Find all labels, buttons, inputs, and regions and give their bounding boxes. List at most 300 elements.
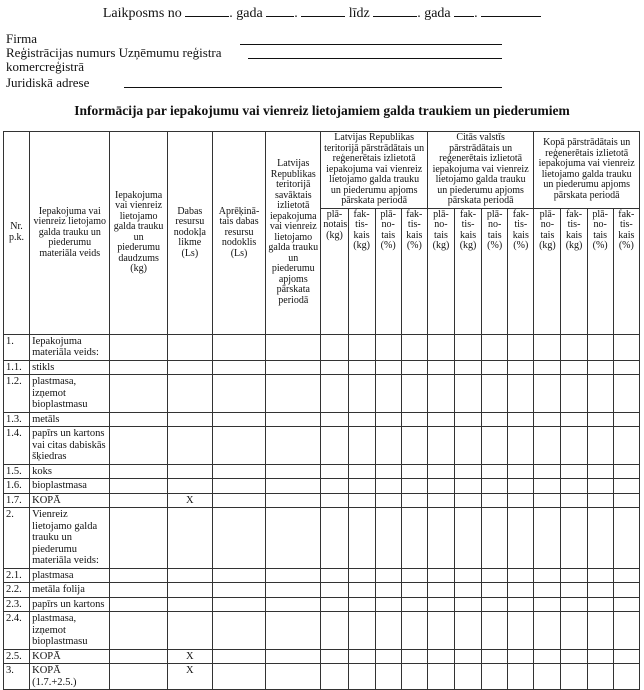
- row-data-cell[interactable]: [375, 334, 401, 360]
- row-tax-rate-cell[interactable]: [167, 334, 212, 360]
- row-data-cell[interactable]: [561, 412, 587, 427]
- row-data-cell[interactable]: [482, 649, 508, 664]
- row-data-cell[interactable]: [455, 508, 482, 569]
- row-data-cell[interactable]: [348, 360, 375, 375]
- row-data-cell[interactable]: [401, 508, 427, 569]
- row-data-cell[interactable]: [587, 568, 613, 583]
- row-data-cell[interactable]: [321, 612, 348, 650]
- row-data-cell[interactable]: [455, 464, 482, 479]
- address-field[interactable]: [124, 87, 502, 88]
- row-data-cell[interactable]: [455, 568, 482, 583]
- row-data-cell[interactable]: [266, 612, 321, 650]
- row-data-cell[interactable]: [110, 375, 167, 413]
- row-data-cell[interactable]: [427, 464, 454, 479]
- row-data-cell[interactable]: [321, 508, 348, 569]
- row-tax-rate-cell[interactable]: [167, 427, 212, 465]
- row-data-cell[interactable]: [482, 375, 508, 413]
- row-data-cell[interactable]: [534, 649, 561, 664]
- row-data-cell[interactable]: [321, 649, 348, 664]
- row-data-cell[interactable]: [401, 568, 427, 583]
- row-data-cell[interactable]: [561, 375, 587, 413]
- row-data-cell[interactable]: [508, 464, 534, 479]
- row-data-cell[interactable]: [321, 360, 348, 375]
- header-tax-calculated: Aprēķinā-tais dabas resursu nodoklis (Ls): [212, 132, 265, 335]
- row-data-cell[interactable]: [613, 568, 639, 583]
- period-from-month-field[interactable]: [266, 4, 294, 17]
- row-data-cell[interactable]: [455, 664, 482, 690]
- row-data-cell[interactable]: [266, 360, 321, 375]
- row-data-cell[interactable]: [212, 493, 265, 508]
- row-data-cell[interactable]: [427, 412, 454, 427]
- row-data-cell[interactable]: [613, 334, 639, 360]
- row-data-cell[interactable]: [613, 464, 639, 479]
- row-data-cell[interactable]: [110, 412, 167, 427]
- row-data-cell[interactable]: [561, 568, 587, 583]
- row-data-cell[interactable]: [427, 649, 454, 664]
- row-material-type: KOPĀ: [30, 649, 110, 664]
- row-data-cell[interactable]: [613, 479, 639, 494]
- row-data-cell[interactable]: [613, 597, 639, 612]
- row-data-cell[interactable]: [455, 493, 482, 508]
- row-data-cell[interactable]: [482, 597, 508, 612]
- row-data-cell[interactable]: [348, 612, 375, 650]
- period-from-day-field[interactable]: [301, 4, 345, 17]
- row-data-cell[interactable]: [348, 649, 375, 664]
- row-data-cell[interactable]: [455, 649, 482, 664]
- table-row: [4, 649, 640, 664]
- row-material-type: bioplastmasa: [30, 479, 110, 494]
- row-material-type: plastmasa, izņemot bioplastmasu: [30, 375, 110, 413]
- row-data-cell[interactable]: [110, 597, 167, 612]
- row-data-cell[interactable]: [587, 508, 613, 569]
- row-data-cell[interactable]: [508, 360, 534, 375]
- row-data-cell[interactable]: [401, 479, 427, 494]
- row-data-cell[interactable]: [561, 427, 587, 465]
- row-data-cell[interactable]: [110, 583, 167, 598]
- row-data-cell[interactable]: [561, 479, 587, 494]
- row-tax-rate-cell[interactable]: [167, 479, 212, 494]
- period-to-date-field[interactable]: [373, 4, 417, 17]
- period-from-date-field[interactable]: [185, 4, 229, 17]
- row-tax-rate-cell[interactable]: [167, 508, 212, 569]
- row-data-cell[interactable]: [401, 583, 427, 598]
- reg-number-field[interactable]: [248, 58, 502, 59]
- row-data-cell[interactable]: [375, 508, 401, 569]
- row-data-cell[interactable]: [375, 568, 401, 583]
- row-data-cell[interactable]: [587, 360, 613, 375]
- row-data-cell[interactable]: [266, 375, 321, 413]
- row-data-cell[interactable]: [348, 375, 375, 413]
- row-data-cell[interactable]: [110, 334, 167, 360]
- row-data-cell[interactable]: [587, 583, 613, 598]
- row-data-cell[interactable]: [613, 360, 639, 375]
- row-data-cell[interactable]: [561, 334, 587, 360]
- row-data-cell[interactable]: [266, 334, 321, 360]
- row-data-cell[interactable]: [375, 493, 401, 508]
- row-data-cell[interactable]: [561, 493, 587, 508]
- row-data-cell[interactable]: [482, 334, 508, 360]
- row-data-cell[interactable]: [348, 664, 375, 690]
- row-data-cell[interactable]: [534, 412, 561, 427]
- gada-label: gada: [236, 6, 263, 21]
- row-data-cell[interactable]: [321, 664, 348, 690]
- row-number: 2.2.: [4, 583, 30, 598]
- firma-field[interactable]: [240, 44, 502, 45]
- row-data-cell[interactable]: [613, 508, 639, 569]
- row-data-cell[interactable]: [534, 508, 561, 569]
- row-data-cell[interactable]: [348, 493, 375, 508]
- row-data-cell[interactable]: [482, 360, 508, 375]
- row-data-cell[interactable]: [375, 464, 401, 479]
- row-data-cell[interactable]: [375, 649, 401, 664]
- subheader-planned-pct: plā-no-tais (%): [482, 208, 508, 334]
- row-data-cell[interactable]: [348, 334, 375, 360]
- row-data-cell[interactable]: [613, 649, 639, 664]
- row-data-cell[interactable]: [587, 375, 613, 413]
- row-data-cell[interactable]: [508, 583, 534, 598]
- row-data-cell[interactable]: [266, 664, 321, 690]
- row-data-cell[interactable]: [508, 375, 534, 413]
- row-data-cell[interactable]: [508, 597, 534, 612]
- row-number: 1.7.: [4, 493, 30, 508]
- row-data-cell[interactable]: [401, 664, 427, 690]
- row-data-cell[interactable]: [321, 412, 348, 427]
- row-data-cell[interactable]: [348, 583, 375, 598]
- row-data-cell[interactable]: [561, 464, 587, 479]
- address-label: Juridiskā adrese: [6, 75, 90, 90]
- row-data-cell[interactable]: [212, 479, 265, 494]
- row-data-cell[interactable]: [375, 612, 401, 650]
- row-data-cell[interactable]: [110, 612, 167, 650]
- row-data-cell[interactable]: [375, 583, 401, 598]
- row-data-cell[interactable]: [321, 427, 348, 465]
- subheader-planned-kg: plā-no-tais (kg): [534, 208, 561, 334]
- row-data-cell[interactable]: [212, 597, 265, 612]
- row-data-cell[interactable]: [348, 412, 375, 427]
- row-data-cell[interactable]: [401, 412, 427, 427]
- row-data-cell[interactable]: [110, 508, 167, 569]
- row-data-cell[interactable]: [321, 568, 348, 583]
- row-data-cell[interactable]: [561, 360, 587, 375]
- row-number: 1.3.: [4, 412, 30, 427]
- row-data-cell[interactable]: [613, 493, 639, 508]
- row-data-cell[interactable]: [613, 412, 639, 427]
- row-data-cell[interactable]: [587, 334, 613, 360]
- table-row: [4, 412, 640, 427]
- row-material-type: plastmasa: [30, 568, 110, 583]
- row-data-cell[interactable]: [482, 508, 508, 569]
- row-data-cell[interactable]: [266, 568, 321, 583]
- table-row: [4, 612, 640, 650]
- row-data-cell[interactable]: [321, 334, 348, 360]
- row-number: 1.4.: [4, 427, 30, 465]
- row-data-cell[interactable]: [266, 493, 321, 508]
- row-data-cell[interactable]: [587, 464, 613, 479]
- row-data-cell[interactable]: [482, 568, 508, 583]
- row-data-cell[interactable]: [508, 508, 534, 569]
- row-data-cell[interactable]: [534, 612, 561, 650]
- row-data-cell[interactable]: [587, 649, 613, 664]
- row-data-cell[interactable]: [321, 583, 348, 598]
- row-data-cell[interactable]: [482, 664, 508, 690]
- row-data-cell[interactable]: [482, 493, 508, 508]
- row-data-cell[interactable]: [561, 508, 587, 569]
- row-data-cell[interactable]: [508, 427, 534, 465]
- row-data-cell[interactable]: [348, 568, 375, 583]
- row-data-cell[interactable]: [534, 360, 561, 375]
- row-data-cell[interactable]: [534, 464, 561, 479]
- row-data-cell[interactable]: [375, 375, 401, 413]
- row-data-cell[interactable]: [375, 479, 401, 494]
- row-material-type: Vienreiz lietojamo galda trauku un piederumu materiāla veids:: [30, 508, 110, 569]
- row-data-cell[interactable]: [266, 649, 321, 664]
- row-data-cell[interactable]: [110, 479, 167, 494]
- row-data-cell[interactable]: [587, 412, 613, 427]
- row-data-cell[interactable]: [401, 334, 427, 360]
- row-material-type: papīrs un kartons: [30, 597, 110, 612]
- row-data-cell[interactable]: [534, 375, 561, 413]
- row-data-cell[interactable]: [427, 508, 454, 569]
- row-data-cell[interactable]: [561, 649, 587, 664]
- row-data-cell[interactable]: [375, 427, 401, 465]
- row-data-cell[interactable]: [110, 493, 167, 508]
- row-data-cell[interactable]: [534, 493, 561, 508]
- row-data-cell[interactable]: [348, 427, 375, 465]
- row-data-cell[interactable]: [427, 375, 454, 413]
- row-data-cell[interactable]: [455, 360, 482, 375]
- row-data-cell[interactable]: [212, 375, 265, 413]
- row-data-cell[interactable]: [587, 664, 613, 690]
- header-lv-collected: Latvijas Republikas teritorijā savāktais izlietotā iepakojuma vai vienreiz lietojamo galda trauku un piederumu apjoms pārskata periodā: [266, 132, 321, 335]
- row-data-cell[interactable]: [508, 493, 534, 508]
- header-tax-rate: Dabas resursu nodokļa likme (Ls): [167, 132, 212, 335]
- header-lv-processed: Latvijas Republikas teritorijā pārstrādātais un reģenerētais izlietotā iepakojuma vai vienreiz lietojamo galda trauku un piederumu apjoms pārskata periodā: [321, 132, 427, 209]
- row-data-cell[interactable]: [401, 612, 427, 650]
- row-number: 2.: [4, 508, 30, 569]
- row-data-cell[interactable]: [212, 464, 265, 479]
- header-quantity: Iepakojuma vai vienreiz lietojamo galda trauku un piederumu daudzums (kg): [110, 132, 167, 335]
- row-data-cell[interactable]: [110, 568, 167, 583]
- subheader-planned-kg: plā-no-tais (kg): [427, 208, 454, 334]
- row-data-cell[interactable]: [321, 493, 348, 508]
- row-data-cell[interactable]: [266, 597, 321, 612]
- row-material-type: Iepakojuma materiāla veids:: [30, 334, 110, 360]
- row-material-type: stikls: [30, 360, 110, 375]
- row-data-cell[interactable]: [375, 412, 401, 427]
- row-data-cell[interactable]: [455, 583, 482, 598]
- row-data-cell[interactable]: [348, 597, 375, 612]
- row-tax-rate-cell[interactable]: [167, 360, 212, 375]
- row-data-cell[interactable]: [482, 583, 508, 598]
- row-number: 2.5.: [4, 649, 30, 664]
- row-data-cell[interactable]: [212, 568, 265, 583]
- row-data-cell[interactable]: [427, 583, 454, 598]
- row-number: 1.1.: [4, 360, 30, 375]
- row-data-cell[interactable]: [534, 334, 561, 360]
- subheader-actual-pct: fak-tis-kais (%): [613, 208, 639, 334]
- row-data-cell[interactable]: [427, 664, 454, 690]
- row-data-cell[interactable]: [482, 464, 508, 479]
- row-data-cell[interactable]: [508, 568, 534, 583]
- row-number: 1.6.: [4, 479, 30, 494]
- row-tax-rate-cell[interactable]: [167, 464, 212, 479]
- row-data-cell[interactable]: [348, 464, 375, 479]
- row-data-cell[interactable]: [534, 583, 561, 598]
- row-data-cell[interactable]: [266, 479, 321, 494]
- row-data-cell[interactable]: [455, 479, 482, 494]
- row-tax-rate-cell[interactable]: [167, 583, 212, 598]
- header-nr: Nr. p.k.: [4, 132, 30, 335]
- row-material-type: koks: [30, 464, 110, 479]
- row-data-cell[interactable]: [508, 412, 534, 427]
- row-material-type: plastmasa, izņemot bioplastmasu: [30, 612, 110, 650]
- table-row: [4, 583, 640, 598]
- row-data-cell[interactable]: [110, 664, 167, 690]
- row-data-cell[interactable]: [587, 597, 613, 612]
- row-data-cell[interactable]: [375, 597, 401, 612]
- row-data-cell[interactable]: [561, 612, 587, 650]
- row-data-cell[interactable]: [587, 427, 613, 465]
- period-to-month-field[interactable]: [454, 4, 474, 17]
- row-data-cell[interactable]: [455, 427, 482, 465]
- row-tax-rate-cell[interactable]: [167, 597, 212, 612]
- row-number: 2.1.: [4, 568, 30, 583]
- row-data-cell[interactable]: [455, 334, 482, 360]
- row-data-cell[interactable]: [455, 612, 482, 650]
- row-data-cell[interactable]: [427, 493, 454, 508]
- row-data-cell[interactable]: [427, 597, 454, 612]
- row-data-cell[interactable]: [266, 412, 321, 427]
- row-data-cell[interactable]: [212, 334, 265, 360]
- row-data-cell[interactable]: [427, 360, 454, 375]
- row-data-cell[interactable]: [321, 597, 348, 612]
- row-tax-rate-cell[interactable]: X: [167, 649, 212, 664]
- row-data-cell[interactable]: [534, 427, 561, 465]
- table-row: [4, 360, 640, 375]
- row-tax-rate-cell[interactable]: [167, 568, 212, 583]
- row-data-cell[interactable]: [455, 597, 482, 612]
- row-data-cell[interactable]: [266, 508, 321, 569]
- row-data-cell[interactable]: [348, 479, 375, 494]
- packaging-table: [3, 131, 640, 690]
- row-data-cell[interactable]: [212, 508, 265, 569]
- row-tax-rate-cell[interactable]: X: [167, 664, 212, 690]
- row-data-cell[interactable]: [212, 360, 265, 375]
- row-data-cell[interactable]: [534, 568, 561, 583]
- row-data-cell[interactable]: [212, 583, 265, 598]
- row-data-cell[interactable]: [401, 427, 427, 465]
- row-data-cell[interactable]: [375, 664, 401, 690]
- row-data-cell[interactable]: [613, 612, 639, 650]
- row-data-cell[interactable]: [401, 360, 427, 375]
- row-number: 3.: [4, 664, 30, 690]
- row-data-cell[interactable]: [587, 479, 613, 494]
- gada-label-2: gada: [424, 6, 451, 21]
- row-data-cell[interactable]: [427, 334, 454, 360]
- row-data-cell[interactable]: [110, 464, 167, 479]
- row-data-cell[interactable]: [401, 493, 427, 508]
- row-data-cell[interactable]: [401, 464, 427, 479]
- row-data-cell[interactable]: [534, 664, 561, 690]
- row-data-cell[interactable]: [110, 360, 167, 375]
- row-data-cell[interactable]: [110, 649, 167, 664]
- row-data-cell[interactable]: [321, 464, 348, 479]
- row-data-cell[interactable]: [561, 597, 587, 612]
- row-data-cell[interactable]: [534, 597, 561, 612]
- row-data-cell[interactable]: [321, 479, 348, 494]
- row-data-cell[interactable]: [561, 583, 587, 598]
- row-data-cell[interactable]: [401, 375, 427, 413]
- row-data-cell[interactable]: [212, 664, 265, 690]
- row-data-cell[interactable]: [110, 427, 167, 465]
- row-data-cell[interactable]: [482, 427, 508, 465]
- row-number: 2.3.: [4, 597, 30, 612]
- row-data-cell[interactable]: [508, 479, 534, 494]
- row-data-cell[interactable]: [427, 479, 454, 494]
- row-data-cell[interactable]: [482, 612, 508, 650]
- row-tax-rate-cell[interactable]: [167, 412, 212, 427]
- row-data-cell[interactable]: [427, 427, 454, 465]
- row-number: 2.4.: [4, 612, 30, 650]
- firma-label: Firma: [6, 31, 38, 46]
- row-data-cell[interactable]: [348, 508, 375, 569]
- row-data-cell[interactable]: [455, 375, 482, 413]
- row-data-cell[interactable]: [212, 412, 265, 427]
- header-material-type: Iepakojuma vai vienreiz lietojamo galda trauku un piederumu materiāla veids: [30, 132, 110, 335]
- subheader-actual-kg: fak-tis-kais (kg): [348, 208, 375, 334]
- row-data-cell[interactable]: [508, 612, 534, 650]
- row-data-cell[interactable]: [212, 612, 265, 650]
- row-data-cell[interactable]: [534, 479, 561, 494]
- row-data-cell[interactable]: [321, 375, 348, 413]
- row-data-cell[interactable]: [613, 427, 639, 465]
- row-data-cell[interactable]: [455, 412, 482, 427]
- row-data-cell[interactable]: [508, 334, 534, 360]
- lidz-label: līdz: [348, 6, 370, 21]
- row-data-cell[interactable]: [266, 583, 321, 598]
- row-tax-rate-cell[interactable]: [167, 612, 212, 650]
- row-material-type: KOPĀ: [30, 493, 110, 508]
- row-data-cell[interactable]: [508, 664, 534, 690]
- row-data-cell[interactable]: [427, 568, 454, 583]
- row-data-cell[interactable]: [613, 583, 639, 598]
- row-data-cell[interactable]: [482, 479, 508, 494]
- row-tax-rate-cell[interactable]: X: [167, 493, 212, 508]
- row-data-cell[interactable]: [266, 464, 321, 479]
- subheader-actual-pct: fak-tis-kais (%): [508, 208, 534, 334]
- row-data-cell[interactable]: [401, 649, 427, 664]
- row-data-cell[interactable]: [266, 427, 321, 465]
- row-data-cell[interactable]: [587, 612, 613, 650]
- row-data-cell[interactable]: [508, 649, 534, 664]
- table-body: [4, 334, 640, 690]
- row-data-cell[interactable]: [482, 412, 508, 427]
- row-data-cell[interactable]: [613, 664, 639, 690]
- row-data-cell[interactable]: [427, 612, 454, 650]
- header-foreign-processed: Citās valstīs pārstrādātais un reģenerētais izlietotā iepakojuma vai vienreiz lietojamo galda trauku un piederumu apjoms pārskata periodā: [427, 132, 533, 209]
- period-to-day-field[interactable]: [481, 4, 541, 17]
- row-data-cell[interactable]: [587, 493, 613, 508]
- row-data-cell[interactable]: [401, 597, 427, 612]
- row-tax-rate-cell[interactable]: [167, 375, 212, 413]
- row-data-cell[interactable]: [613, 375, 639, 413]
- reg-number-label: Reģistrācijas numurs Uzņēmumu reģistra komercreģistrā: [6, 45, 222, 74]
- row-data-cell[interactable]: [375, 360, 401, 375]
- row-data-cell[interactable]: [212, 427, 265, 465]
- row-number: 1.: [4, 334, 30, 360]
- row-data-cell[interactable]: [561, 664, 587, 690]
- row-data-cell[interactable]: [212, 649, 265, 664]
